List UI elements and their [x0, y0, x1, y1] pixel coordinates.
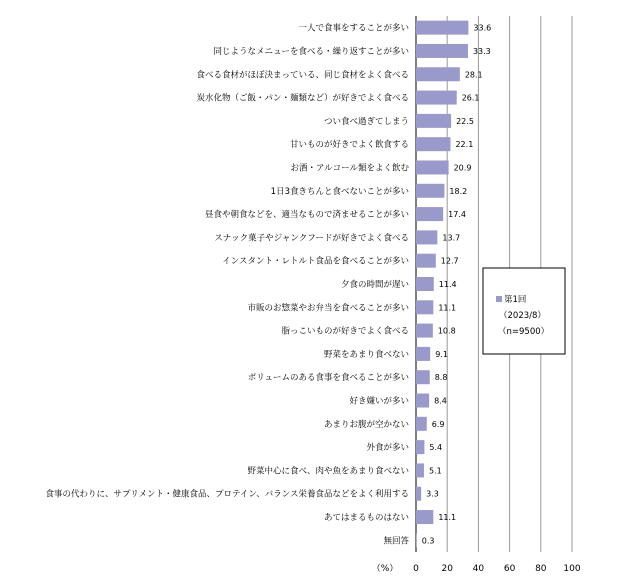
category-label: あまりお腹が空かない	[323, 419, 409, 430]
value-label: 11.1	[438, 513, 457, 523]
category-label: 好き嫌いが多い	[349, 396, 409, 407]
category-label: 食べる食材がほぼ決まっている、同じ食材をよく食べる	[196, 70, 409, 81]
value-label: 6.9	[431, 419, 445, 429]
category-label: 食事の代わりに、サプリメント・健康食品、プロテイン、バランス栄養食品などをよく利用する	[45, 489, 409, 500]
value-label: 28.1	[464, 70, 483, 80]
category-label: 昼食や朝食などを、適当なもので済ませることが多い	[204, 210, 409, 221]
value-label: 26.1	[461, 93, 480, 103]
bar	[416, 370, 430, 384]
x-tick-label: 0	[413, 564, 419, 574]
bar	[416, 137, 450, 151]
bar	[416, 510, 433, 524]
category-label: つい食べ過ぎてしまう	[323, 116, 409, 127]
value-label: 33.3	[472, 46, 491, 56]
value-label: 18.2	[449, 186, 468, 196]
category-label: 炭水化物（ご飯・パン・麺類など）が好きでよく食べる	[196, 93, 409, 104]
category-label: 脂っこいものが好きでよく食べる	[281, 326, 409, 337]
category-label: 野菜中心に食べ、肉や魚をあまり食べない	[247, 466, 409, 477]
value-label: 8.4	[434, 396, 447, 406]
value-label: 9.1	[435, 349, 448, 359]
value-label: 22.1	[455, 140, 474, 150]
bar	[416, 300, 433, 314]
x-tick-label: 20	[441, 564, 453, 574]
legend-date-note: （2023/8）	[499, 311, 546, 321]
x-tick-label: 80	[535, 564, 547, 574]
value-label: 3.3	[426, 489, 439, 499]
legend	[483, 268, 565, 354]
value-label: 11.1	[438, 303, 457, 313]
value-label: 20.9	[453, 163, 472, 173]
category-label: 同じようなメニューを食べる・繰り返すことが多い	[213, 46, 409, 57]
category-label: 外食が多い	[366, 443, 409, 454]
category-label: ボリュームのある食事を食べることが多い	[247, 373, 409, 384]
value-label: 10.8	[437, 326, 456, 336]
bar	[416, 277, 434, 291]
bar	[416, 347, 430, 361]
bar	[416, 440, 424, 454]
value-label: 13.7	[442, 233, 461, 243]
category-label: 市販のお惣菜やお弁当を食べることが多い	[247, 303, 409, 314]
category-label: お酒・アルコール類をよく飲む	[290, 163, 409, 174]
category-label: 一人で食事をすることが多い	[298, 23, 409, 34]
value-label: 33.6	[473, 23, 492, 33]
bar	[416, 21, 468, 35]
bar	[416, 207, 443, 221]
x-tick-label: 60	[503, 564, 516, 574]
value-label: 8.8	[434, 373, 448, 383]
category-label: スナック菓子やジャンクフードが好きでよく食べる	[214, 233, 409, 244]
bar	[416, 114, 451, 128]
bar	[416, 67, 460, 81]
bar	[416, 91, 457, 105]
bar	[416, 487, 421, 501]
category-label: 野菜をあまり食べない	[323, 349, 409, 360]
bar	[416, 230, 437, 244]
x-tick-label: 40	[472, 564, 485, 574]
value-label: 11.4	[438, 280, 457, 289]
category-label: あてはまるものはない	[323, 513, 409, 524]
x-axis-ticks	[413, 564, 581, 574]
bar	[416, 160, 449, 174]
bar	[416, 533, 417, 547]
bar	[416, 394, 429, 408]
value-label: 5.4	[429, 443, 443, 453]
bar	[416, 44, 468, 58]
value-label: 17.4	[448, 210, 466, 220]
bar	[416, 463, 424, 477]
legend-series-label: 第1回	[504, 295, 527, 305]
legend-swatch	[496, 296, 502, 302]
bar	[416, 417, 427, 431]
x-tick-label: 100	[563, 564, 581, 574]
x-axis-label: （%）	[371, 564, 399, 574]
category-label: インスタント・レトルト食品を食べることが多い	[222, 256, 409, 267]
bar	[416, 184, 444, 198]
category-labels	[46, 23, 410, 547]
category-label: 甘いものが好きでよく飲食する	[289, 140, 409, 151]
bar	[416, 324, 433, 338]
category-label: 夕食の時間が遅い	[340, 280, 409, 290]
value-label: 5.1	[428, 466, 442, 476]
category-label: 無回答	[383, 536, 409, 547]
value-label: 12.7	[440, 256, 459, 266]
bar	[416, 254, 436, 268]
value-label: 0.3	[421, 536, 435, 546]
legend-sample-note: （n=9500）	[498, 327, 550, 337]
value-label: 22.5	[456, 116, 474, 126]
category-label: 1日3食きちんと食べないことが多い	[270, 186, 409, 197]
